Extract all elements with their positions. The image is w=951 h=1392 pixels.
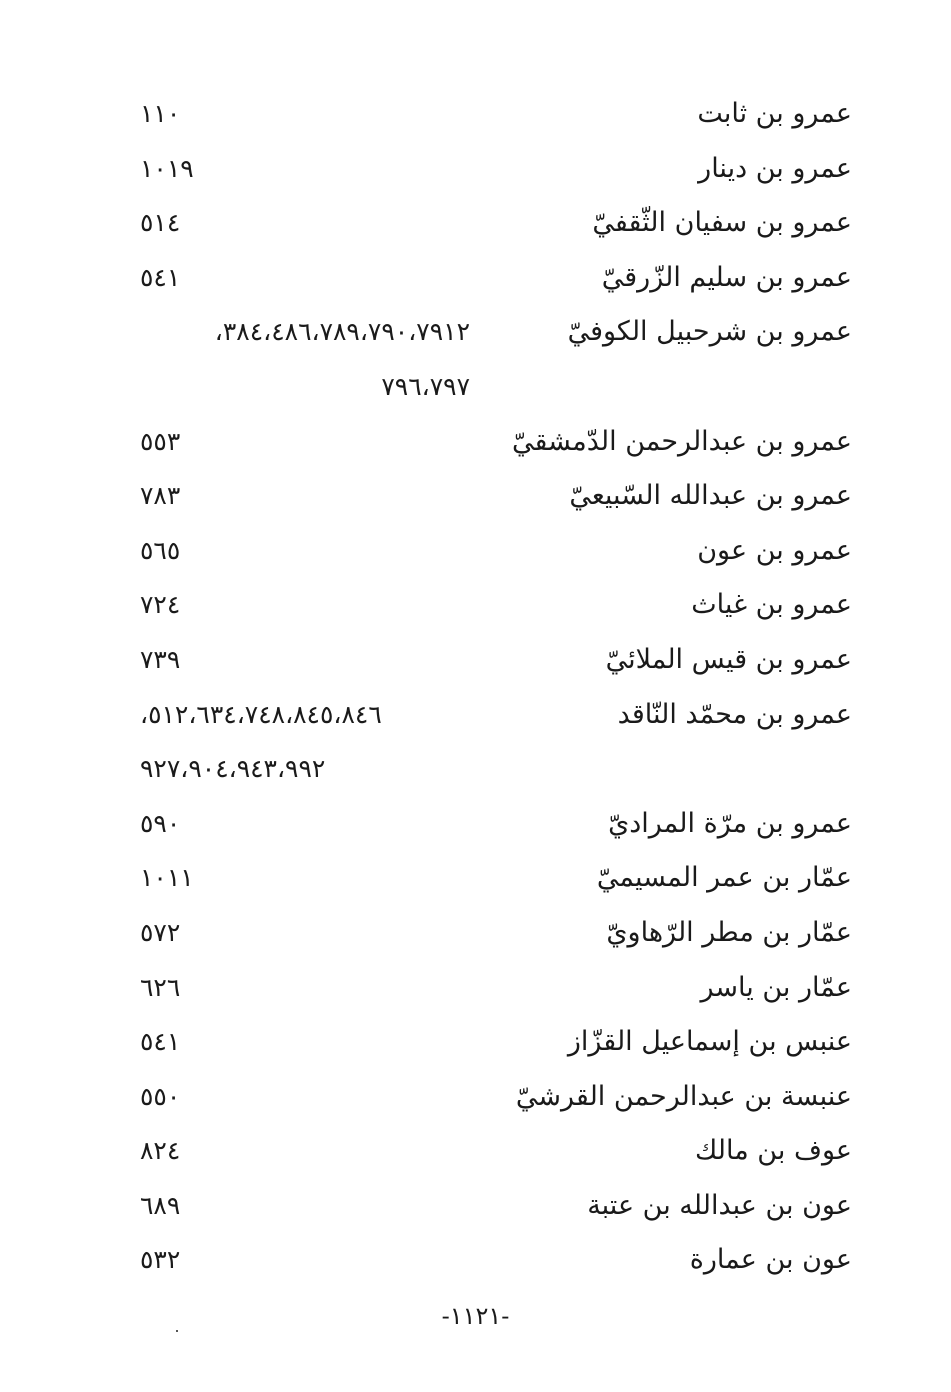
page-refs-line: ٨٢٤ — [140, 1136, 181, 1166]
page-refs-line: ٥٤١ — [140, 262, 181, 292]
index-entry — [140, 195, 852, 250]
page-refs-line: ٥٦٥ — [140, 535, 181, 565]
entry-name: عمرو بن قيس الملائيّ — [605, 643, 852, 675]
page-refs-line: ٥٥٠ — [140, 1081, 181, 1111]
index-entry — [140, 250, 852, 305]
page-refs-line: ٥١٤ — [140, 208, 181, 238]
page-refs-line: ٥٤١ — [140, 1027, 181, 1057]
entry-name: عوف بن مالك — [695, 1135, 852, 1167]
entry-name: عمّار بن ياسر — [700, 971, 852, 1003]
entry-name: عنبسة بن عبدالرحمن القرشيّ — [515, 1080, 852, 1112]
entry-name: عمرو بن عبدالرحمن الدّمشقيّ — [512, 425, 852, 457]
entry-pages — [140, 695, 470, 804]
page-refs-line: ٧٣٩ — [140, 644, 181, 674]
page-refs-line: ٩٢٧،٩٠٤،٩٤٣،٩٩٢ — [140, 754, 326, 784]
page-refs-line: ٧٩٦،٧٩٧ — [381, 371, 470, 401]
index-entry — [140, 850, 852, 905]
index-entry — [140, 796, 852, 851]
page-refs-line: ٧٢٤ — [140, 590, 181, 620]
page-refs-line: ٥٧٢ — [140, 917, 181, 947]
index-entry — [140, 905, 852, 960]
entry-name: عمرو بن سليم الزّرقيّ — [601, 261, 852, 293]
index-entry — [140, 632, 852, 687]
entry-name: عون بن عبدالله بن عتبة — [587, 1189, 852, 1221]
index-entry — [140, 468, 852, 523]
entry-name: عمّار بن عمر المسيميّ — [596, 862, 852, 894]
index-entry — [140, 1178, 852, 1233]
index-entry — [140, 577, 852, 632]
page-refs-line: ٣٨٤،٤٨٦،٧٨٩،٧٩٠،٧٩١٢، — [214, 317, 470, 347]
index-entry — [140, 304, 852, 413]
index-entry — [140, 687, 852, 796]
index-entry — [140, 523, 852, 578]
page-refs-line: ٥١٢،٦٣٤،٧٤٨،٨٤٥،٨٤٦، — [140, 699, 382, 729]
page-refs-line: ١٠١٩ — [140, 153, 194, 183]
index-entry — [140, 1232, 852, 1287]
entry-name: عمّار بن مطر الرّهاويّ — [606, 916, 852, 948]
entry-name: عنبس بن إسماعيل القزّاز — [567, 1026, 852, 1058]
index-entry — [140, 1123, 852, 1178]
entry-name: عمرو بن عون — [697, 534, 852, 566]
entry-name: عمرو بن دينار — [698, 152, 852, 184]
index-entry — [140, 414, 852, 469]
index-entry — [140, 86, 852, 141]
index-entries — [140, 86, 852, 1287]
page-refs-line: ٦٨٩ — [140, 1190, 181, 1220]
page-refs-line: ٥٥٣ — [140, 426, 181, 456]
page-number: -١١٢١- — [441, 1302, 510, 1330]
index-entry — [140, 1069, 852, 1124]
entry-pages — [140, 312, 470, 421]
page-refs-line: ٧٨٣ — [140, 481, 181, 511]
entry-name: عمرو بن سفيان الثّقفيّ — [592, 207, 852, 239]
entry-name: عمرو بن ثابت — [697, 98, 852, 129]
page-refs-line: ١٠١١ — [140, 863, 194, 893]
entry-name: عمرو بن مرّة المراديّ — [608, 807, 852, 839]
page-refs-line: ١١٠ — [140, 99, 181, 128]
entry-name: عون بن عمارة — [689, 1244, 852, 1276]
entry-name: عمرو بن عبدالله السّبيعيّ — [569, 480, 852, 512]
page-refs-line: ٦٢٦ — [140, 972, 181, 1002]
entry-name: عمرو بن محمّد النّاقد — [617, 698, 852, 730]
index-entry — [140, 1014, 852, 1069]
entry-name: عمرو بن غياث — [691, 589, 852, 621]
entry-name: عمرو بن شرحبيل الكوفيّ — [567, 316, 852, 348]
index-entry — [140, 960, 852, 1015]
entry-pages — [140, 1240, 180, 1295]
page-refs-line: ٥٩٠ — [140, 808, 181, 838]
scan-speck — [176, 1330, 178, 1332]
page-refs-line: ٥٣٢ — [140, 1245, 181, 1275]
index-entry — [140, 141, 852, 196]
